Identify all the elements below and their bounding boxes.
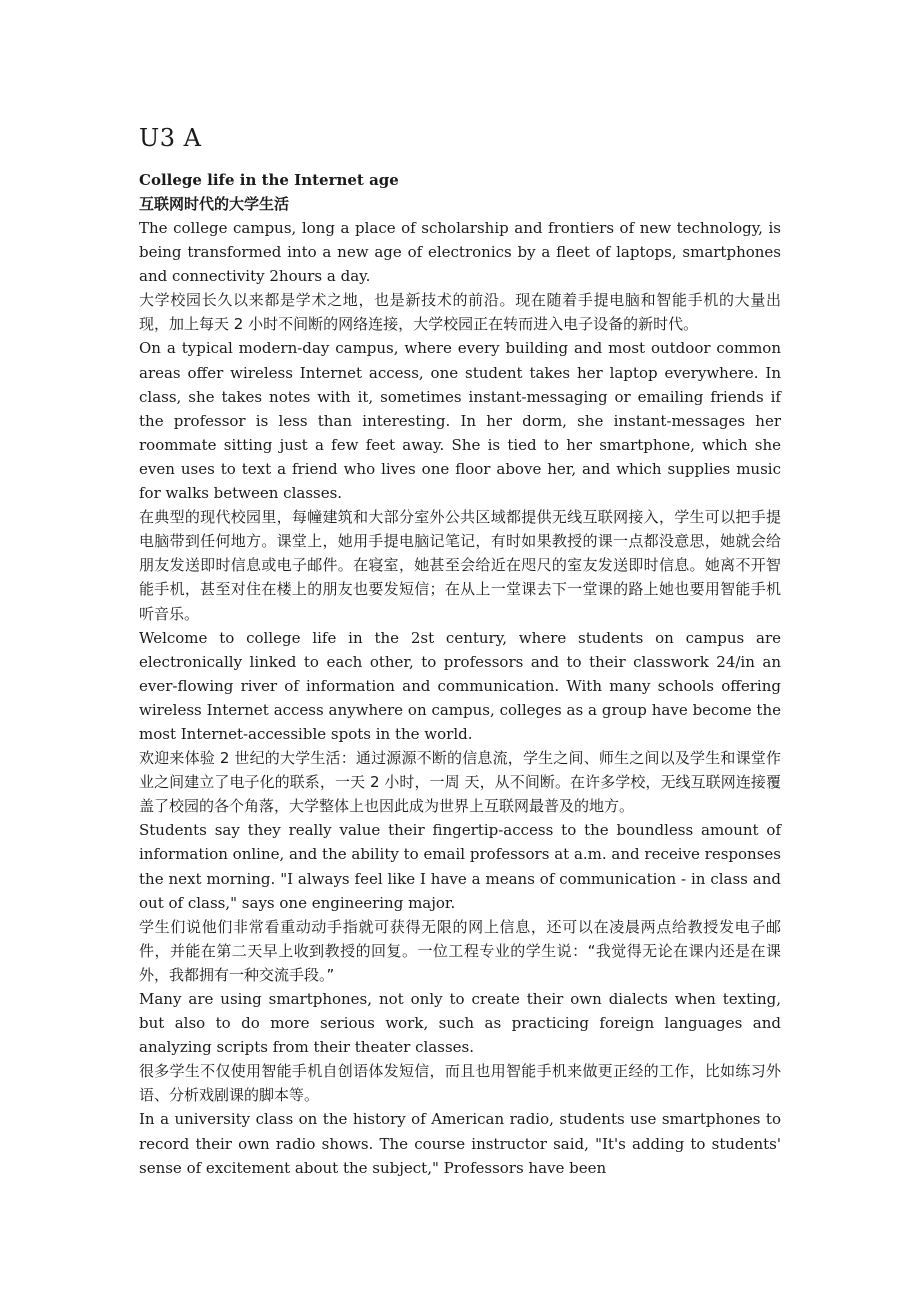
article-title-en: College life in the Internet age <box>139 171 399 189</box>
paragraph-5-zh: 很多学生不仅使用智能手机自创语体发短信，而且也用智能手机来做更正经的工作，比如练习外语、分析戏剧课的脚本等。 <box>139 1062 781 1105</box>
paragraph-3-zh: 欢迎来体验 2 世纪的大学生活：通过源源不断的信息流，学生之间、师生之间以及学生和课堂作业之间建立了电子化的联系，一天 2 小时，一周 天，从不间断。在许多学校，无线互联网连接覆盖了校园的各个角落，大学整体上也因此成为世界上互联网最普及的地方。 <box>139 749 781 816</box>
paragraph-4-zh: 学生们说他们非常看重动动手指就可获得无限的网上信息，还可以在凌晨两点给教授发电子邮件，并能在第二天早上收到教授的回复。一位工程专业的学生说：“我觉得无论在课内还是在课外，我都拥有一种交流手段。” <box>139 917 781 984</box>
unit-title: U3 A <box>139 124 202 152</box>
paragraph-6-en: In a university class on the history of American radio, students use smartphones to record their own radio shows. The course instructor said, "It's adding to students' sense of excitement about the subject," Professors have been <box>139 1110 781 1177</box>
paragraph-5-en: Many are using smartphones, not only to create their own dialects when texting, but also to do more serious work, such as practicing foreign languages and analyzing scripts from their theater classes. <box>139 990 781 1057</box>
paragraph-4-en: Students say they really value their fingertip-access to the boundless amount of information online, and the ability to email professors at a.m. and receive responses the next morning. "I always feel like I have a means of communication - in class and out of class," says one engineering major. <box>139 821 781 912</box>
paragraph-2-en: On a typical modern-day campus, where every building and most outdoor common areas offer wireless Internet access, one student takes her laptop everywhere. In class, she takes notes with it, sometimes instant-messaging or emailing friends if the professor is less than interesting. In her dorm, she instant-messages her roommate sitting just a few feet away. She is tied to her smartphone, which she even uses to text a friend who lives one floor above her, and which supplies music for walks between classes. <box>139 339 781 503</box>
paragraph-1-en: The college campus, long a place of scholarship and frontiers of new technology, is being transformed into a new age of electronics by a fleet of laptops, smartphones and connectivity 2hours a day. <box>139 219 781 286</box>
document-page <box>139 122 781 1180</box>
paragraph-2-zh: 在典型的现代校园里，每幢建筑和大部分室外公共区域都提供无线互联网接入，学生可以把手提电脑带到任何地方。课堂上，她用手提电脑记笔记，有时如果教授的课一点都没意思，她就会给朋友发送即时信息或电子邮件。在寝室，她甚至会给近在咫尺的室友发送即时信息。她离不开智能手机，甚至对住在楼上的朋友也要发短信；在从上一堂课去下一堂课的路上她也要用智能手机听音乐。 <box>139 508 781 623</box>
paragraph-3-en: Welcome to college life in the 2st century, where students on campus are electronically linked to each other, to professors and to their classwork 24/in an ever-flowing river of information and communication. With many schools offering wireless Internet access anywhere on campus, colleges as a group have become the most Internet-accessible spots in the world. <box>139 628 781 743</box>
paragraph-1-zh: 大学校园长久以来都是学术之地，也是新技术的前沿。现在随着手提电脑和智能手机的大量出现，加上每天 2 小时不间断的网络连接，大学校园正在转而进入电子设备的新时代。 <box>139 291 781 334</box>
article-title-zh: 互联网时代的大学生活 <box>139 195 290 213</box>
